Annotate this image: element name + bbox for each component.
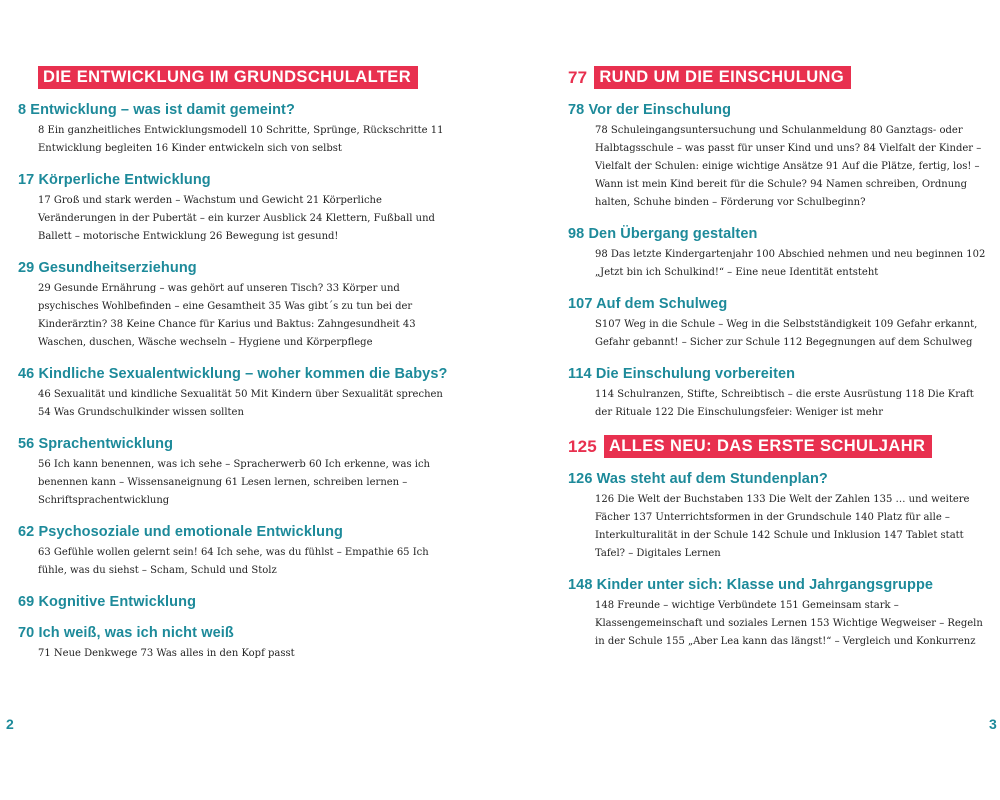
section-subentries: 98 Das letzte Kindergartenjahr 100 Abschied nehmen und neu beginnen 102 „Jetzt bin ich Schulkind!“ – Eine neue Identität entsteht	[595, 249, 986, 278]
toc-section[interactable]	[18, 365, 458, 422]
toc-section[interactable]	[18, 101, 458, 158]
section-heading[interactable]: 78 Vor der Einschulung	[568, 102, 732, 118]
toc-section[interactable]	[568, 295, 988, 352]
section-heading[interactable]: 46 Kindliche Sexualentwicklung – woher kommen die Babys?	[18, 366, 448, 382]
page-number-right: 3	[989, 716, 997, 732]
chapter-heading-erstes-schuljahr	[568, 435, 988, 458]
left-page-toc	[18, 66, 458, 676]
toc-section[interactable]	[18, 624, 458, 663]
right-page-toc	[568, 66, 988, 664]
section-subentries: 17 Groß und stark werden – Wachstum und Gewicht 21 Körperliche Veränderungen in der Pubertät – ein kurzer Ausblick 24 Klettern, Fußball und Ballett – motorische Entwicklung 26 Bewegung ist gesund!	[38, 195, 435, 242]
chapter-title: ALLES NEU: DAS ERSTE SCHULJAHR	[604, 435, 932, 458]
toc-section[interactable]	[18, 259, 458, 352]
section-subentries: S107 Weg in die Schule – Weg in die Selbstständigkeit 109 Gefahr erkannt, Gefahr gebannt! – Sicher zur Schule 112 Begegnungen auf dem Schulweg	[595, 319, 978, 348]
chapter-number: 77	[568, 67, 588, 87]
section-subentries: 63 Gefühle wollen gelernt sein! 64 Ich sehe, was du fühlst – Empathie 65 Ich fühle, was du siehst – Scham, Schuld und Stolz	[38, 547, 429, 576]
section-subentries: 56 Ich kann benennen, was ich sehe – Spracherwerb 60 Ich erkenne, was ich benennen kann – Wissensaneignung 61 Lesen lernen, schreiben lernen – Schriftsprachentwicklung	[38, 459, 430, 506]
toc-section[interactable]	[568, 225, 988, 282]
section-heading[interactable]: 114 Die Einschulung vorbereiten	[568, 366, 796, 382]
toc-section[interactable]	[568, 576, 988, 651]
toc-section[interactable]	[18, 435, 458, 510]
page-number-left: 2	[6, 716, 14, 732]
section-subentries: 78 Schuleingangsuntersuchung und Schulanmeldung 80 Ganztags- oder Halbtagsschule – was passt für unser Kind und uns? 84 Vielfalt der Kinder – Vielfalt der Schulen: einige wichtige Ansätze 91 Auf die Plätze, fertig, los! – Wann ist mein Kind bereit für die Schule? 94 Namen schreiben, Ordnung halten, Schuhe binden – Förderung vor Schulbeginn?	[595, 125, 982, 208]
section-heading[interactable]: 148 Kinder unter sich: Klasse und Jahrgangsgruppe	[568, 577, 934, 593]
section-heading[interactable]: 62 Psychosoziale und emotionale Entwicklung	[18, 524, 343, 540]
section-heading[interactable]: 17 Körperliche Entwicklung	[18, 172, 211, 188]
toc-section[interactable]	[18, 523, 458, 580]
toc-section[interactable]	[18, 593, 458, 611]
section-subentries: 46 Sexualität und kindliche Sexualität 50 Mit Kindern über Sexualität sprechen 54 Was Grundschulkinder wissen sollten	[38, 389, 443, 418]
section-subentries: 126 Die Welt der Buchstaben 133 Die Welt der Zahlen 135 … und weitere Fächer 137 Unterrichtsformen in der Grundschule 140 Platz für alle – Interkulturalität in der Schule 142 Schule und Inklusion 147 Tablet statt Tafel? – Digitales Lernen	[595, 494, 970, 559]
chapter-title: RUND UM DIE EINSCHULUNG	[594, 66, 851, 89]
chapter-heading-einschulung	[568, 66, 988, 89]
section-heading[interactable]: 29 Gesundheitserziehung	[18, 260, 197, 276]
section-subentries: 8 Ein ganzheitliches Entwicklungsmodell 10 Schritte, Sprünge, Rückschritte 11 Entwicklung begleiten 16 Kinder entwickeln sich von selbst	[38, 125, 444, 154]
toc-section[interactable]	[18, 171, 458, 246]
section-heading[interactable]: 70 Ich weiß, was ich nicht weiß	[18, 625, 234, 641]
section-heading[interactable]: 8 Entwicklung – was ist damit gemeint?	[18, 102, 295, 118]
toc-section[interactable]	[568, 101, 988, 212]
chapter-title: DIE ENTWICKLUNG IM GRUNDSCHULALTER	[38, 66, 418, 89]
section-subentries: 71 Neue Denkwege 73 Was alles in den Kopf passt	[38, 648, 295, 659]
section-subentries: 114 Schulranzen, Stifte, Schreibtisch – die erste Ausrüstung 118 Die Kraft der Rituale 122 Die Einschulungsfeier: Weniger ist mehr	[595, 389, 974, 418]
toc-section[interactable]	[568, 365, 988, 422]
section-subentries: 148 Freunde – wichtige Verbündete 151 Gemeinsam stark – Klassengemeinschaft und soziales Lernen 153 Wichtige Wegweiser – Regeln in der Schule 155 „Aber Lea kann das längst!“ – Vergleich und Konkurrenz	[595, 600, 983, 647]
chapter-heading-entwicklung	[38, 66, 458, 89]
section-heading[interactable]: 107 Auf dem Schulweg	[568, 296, 728, 312]
section-heading[interactable]: 69 Kognitive Entwicklung	[18, 594, 197, 610]
section-heading[interactable]: 126 Was steht auf dem Stundenplan?	[568, 471, 828, 487]
section-heading[interactable]: 56 Sprachentwicklung	[18, 436, 174, 452]
section-heading[interactable]: 98 Den Übergang gestalten	[568, 226, 758, 242]
chapter-number: 125	[568, 436, 597, 456]
toc-section[interactable]	[568, 470, 988, 563]
section-subentries: 29 Gesunde Ernährung – was gehört auf unseren Tisch? 33 Körper und psychisches Wohlbefinden – eine Gesamtheit 35 Was gibt´s zu tun bei der Kinderärztin? 38 Keine Chance für Karius und Baktus: Zahngesundheit 43 Waschen, duschen, Wäsche wechseln – Hygiene und Körperpflege	[38, 283, 416, 348]
